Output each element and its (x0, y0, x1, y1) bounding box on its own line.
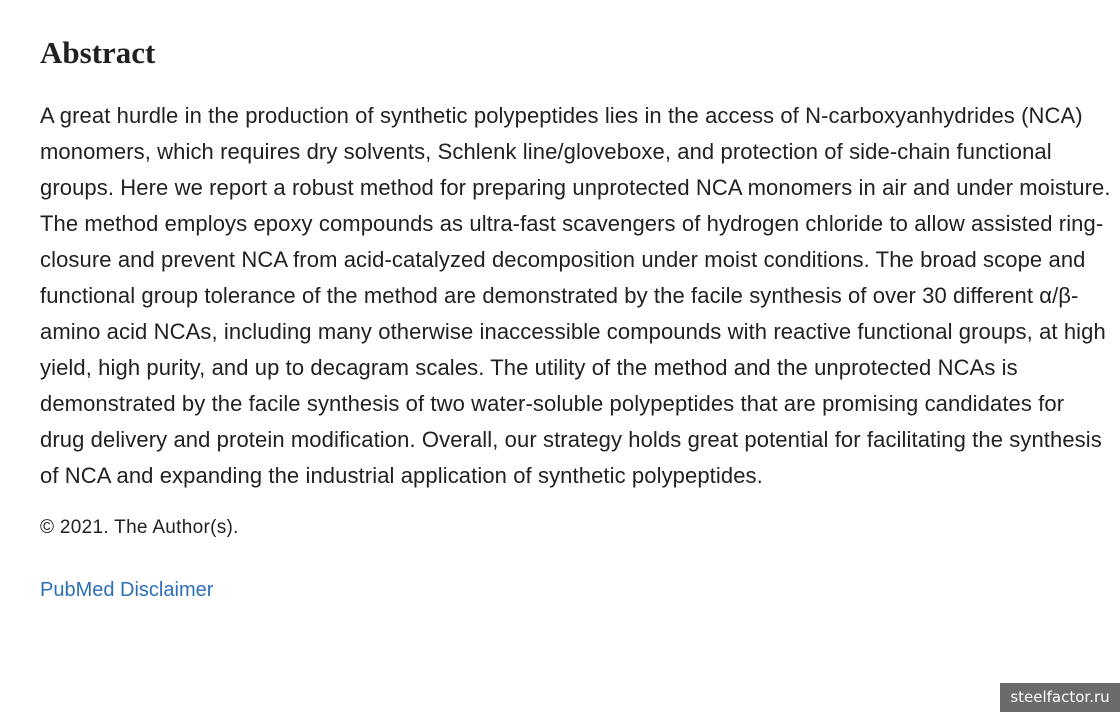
pubmed-disclaimer-link[interactable]: PubMed Disclaimer (40, 579, 214, 601)
copyright-notice: © 2021. The Author(s). (40, 517, 239, 538)
abstract-heading: Abstract (40, 35, 156, 70)
watermark-badge: steelfactor.ru (1000, 683, 1120, 712)
abstract-text: A great hurdle in the production of synthetic polypeptides lies in the access of N-carboxyanhydrides (NCA) monomers, which requires dry solvents, Schlenk line/gloveboxe, and protection of side-chain functional groups. Here we report a robust method for preparing unprotected NCA monomers in air and under moisture. The method employs epoxy compounds as ultra-fast scavengers of hydrogen chloride to allow assisted ring-closure and prevent NCA from acid-catalyzed decomposition under moist conditions. The broad scope and functional group tolerance of the method are demonstrated by the facile synthesis of over 30 different α/β-amino acid NCAs, including many otherwise inaccessible compounds with reactive functional groups, at high yield, high purity, and up to decagram scales. The utility of the method and the unprotected NCAs is demonstrated by the facile synthesis of two water-soluble polypeptides that are promising candidates for drug delivery and protein modification. Overall, our strategy holds great potential for facilitating the synthesis of NCA and expanding the industrial application of synthetic polypeptides. (40, 103, 1111, 488)
abstract-section (40, 34, 1112, 604)
